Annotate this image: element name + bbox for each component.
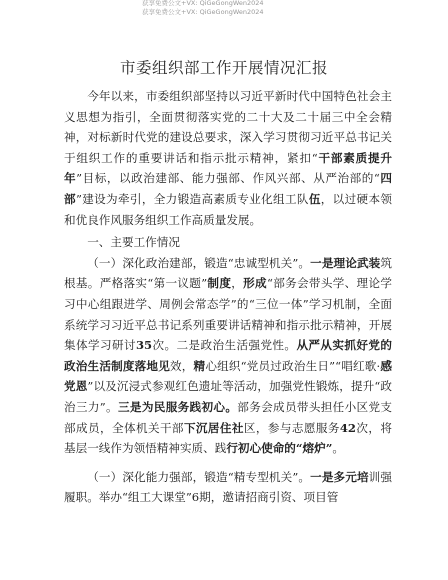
text-run: 今年以来，市委组织部坚持以习近平新时代中国特色社会主义思想为指引，全面贯彻落实党的二十大及二十届三中全会精神，对标新时代党的建设总要求，深入学习贯彻习近平总书记关于组织工作的重要讲话和指示批示精神，紧扣“ <box>64 89 392 165</box>
text-run: 心组织“党员过政治生日”“唱红歌· <box>205 358 381 373</box>
text-run: 筑根基。严格落实“第一议题” <box>64 255 392 291</box>
watermark-text: 获享免费公文+VX: QiGeGongWen2024 <box>142 8 264 16</box>
text-run: （一）深化能力强部，锻造“精专型机关”。 <box>87 469 311 484</box>
section-heading: 一、主要工作情况 <box>87 235 180 250</box>
bold-text-run: 三是为民服务践初心。 <box>117 399 238 414</box>
bold-text-run: 四部 <box>64 171 392 206</box>
bold-text-run: 精 <box>193 358 206 373</box>
text-run: ，以过硬本领和优良作风服务组织工作高质量发展。 <box>64 191 392 227</box>
intro-paragraph <box>64 86 392 230</box>
text-run: 训强履职。举办“组工大课堂”6期，邀请招商引资、项目管 <box>64 469 392 505</box>
bold-text-run: 一是多元培 <box>310 469 369 484</box>
bold-text-run: 感党恩 <box>64 358 392 394</box>
document-title: 市委组织部工作开展情况汇报 <box>119 59 328 77</box>
bold-text-run: 从严从实抓好党的政治生活制度落地见 <box>64 338 392 373</box>
body-paragraph <box>64 253 392 459</box>
bold-text-run: 干部素质提升年 <box>64 150 392 186</box>
text-run: ”建设为牵引，全力锻造高素质专业化组工队 <box>75 191 309 206</box>
text-run: （一）深化政治建部，锻造“忠诚型机关”。 <box>87 255 311 270</box>
text-run: 。 <box>332 441 345 456</box>
bold-text-run: 一是理论武装 <box>310 255 381 270</box>
text-run: 效， <box>169 358 194 373</box>
bold-text-run: 42 <box>339 420 356 435</box>
text-run: 次，将基层一线作为领悟精神实质、践 <box>64 420 392 456</box>
text-run: ”目标，以政治建部、能力强部、作风兴部、从严治部的“ <box>76 171 380 186</box>
text-run: 部务会成员带头担任小区党支部成员，全体机关干部 <box>64 399 392 435</box>
bold-text-run: 行初心使命的“熔炉” <box>226 441 333 456</box>
text-run: “部务会带头学、理论学习中心组跟进学、周例会常态学”的“三位一体”学习机制，全面系统学习习近平总书记系列重要讲话精神和指示批示精神，开展集体学习研讨 <box>64 276 392 353</box>
watermark-text: 获享免费公文+VX: QiGeGongWen2024 <box>142 0 264 7</box>
text-run: 次。二是政治生活强党性。 <box>152 338 297 353</box>
bold-text-run: 35 <box>135 338 153 353</box>
body-paragraph <box>64 467 392 508</box>
bold-text-run: 伍 <box>308 191 321 206</box>
text-run: ”以及沉浸式参观红色遗址等活动，加强党性锻炼，提升“政治三力”。 <box>64 379 392 414</box>
document-body <box>64 86 392 508</box>
bold-text-run: 形成 <box>243 276 267 291</box>
text-run: ， <box>231 276 244 291</box>
bold-text-run: 下沉居住社 <box>183 420 244 435</box>
bold-text-run: 制度 <box>207 276 232 291</box>
text-run: 区，参与志愿服务 <box>243 420 340 435</box>
